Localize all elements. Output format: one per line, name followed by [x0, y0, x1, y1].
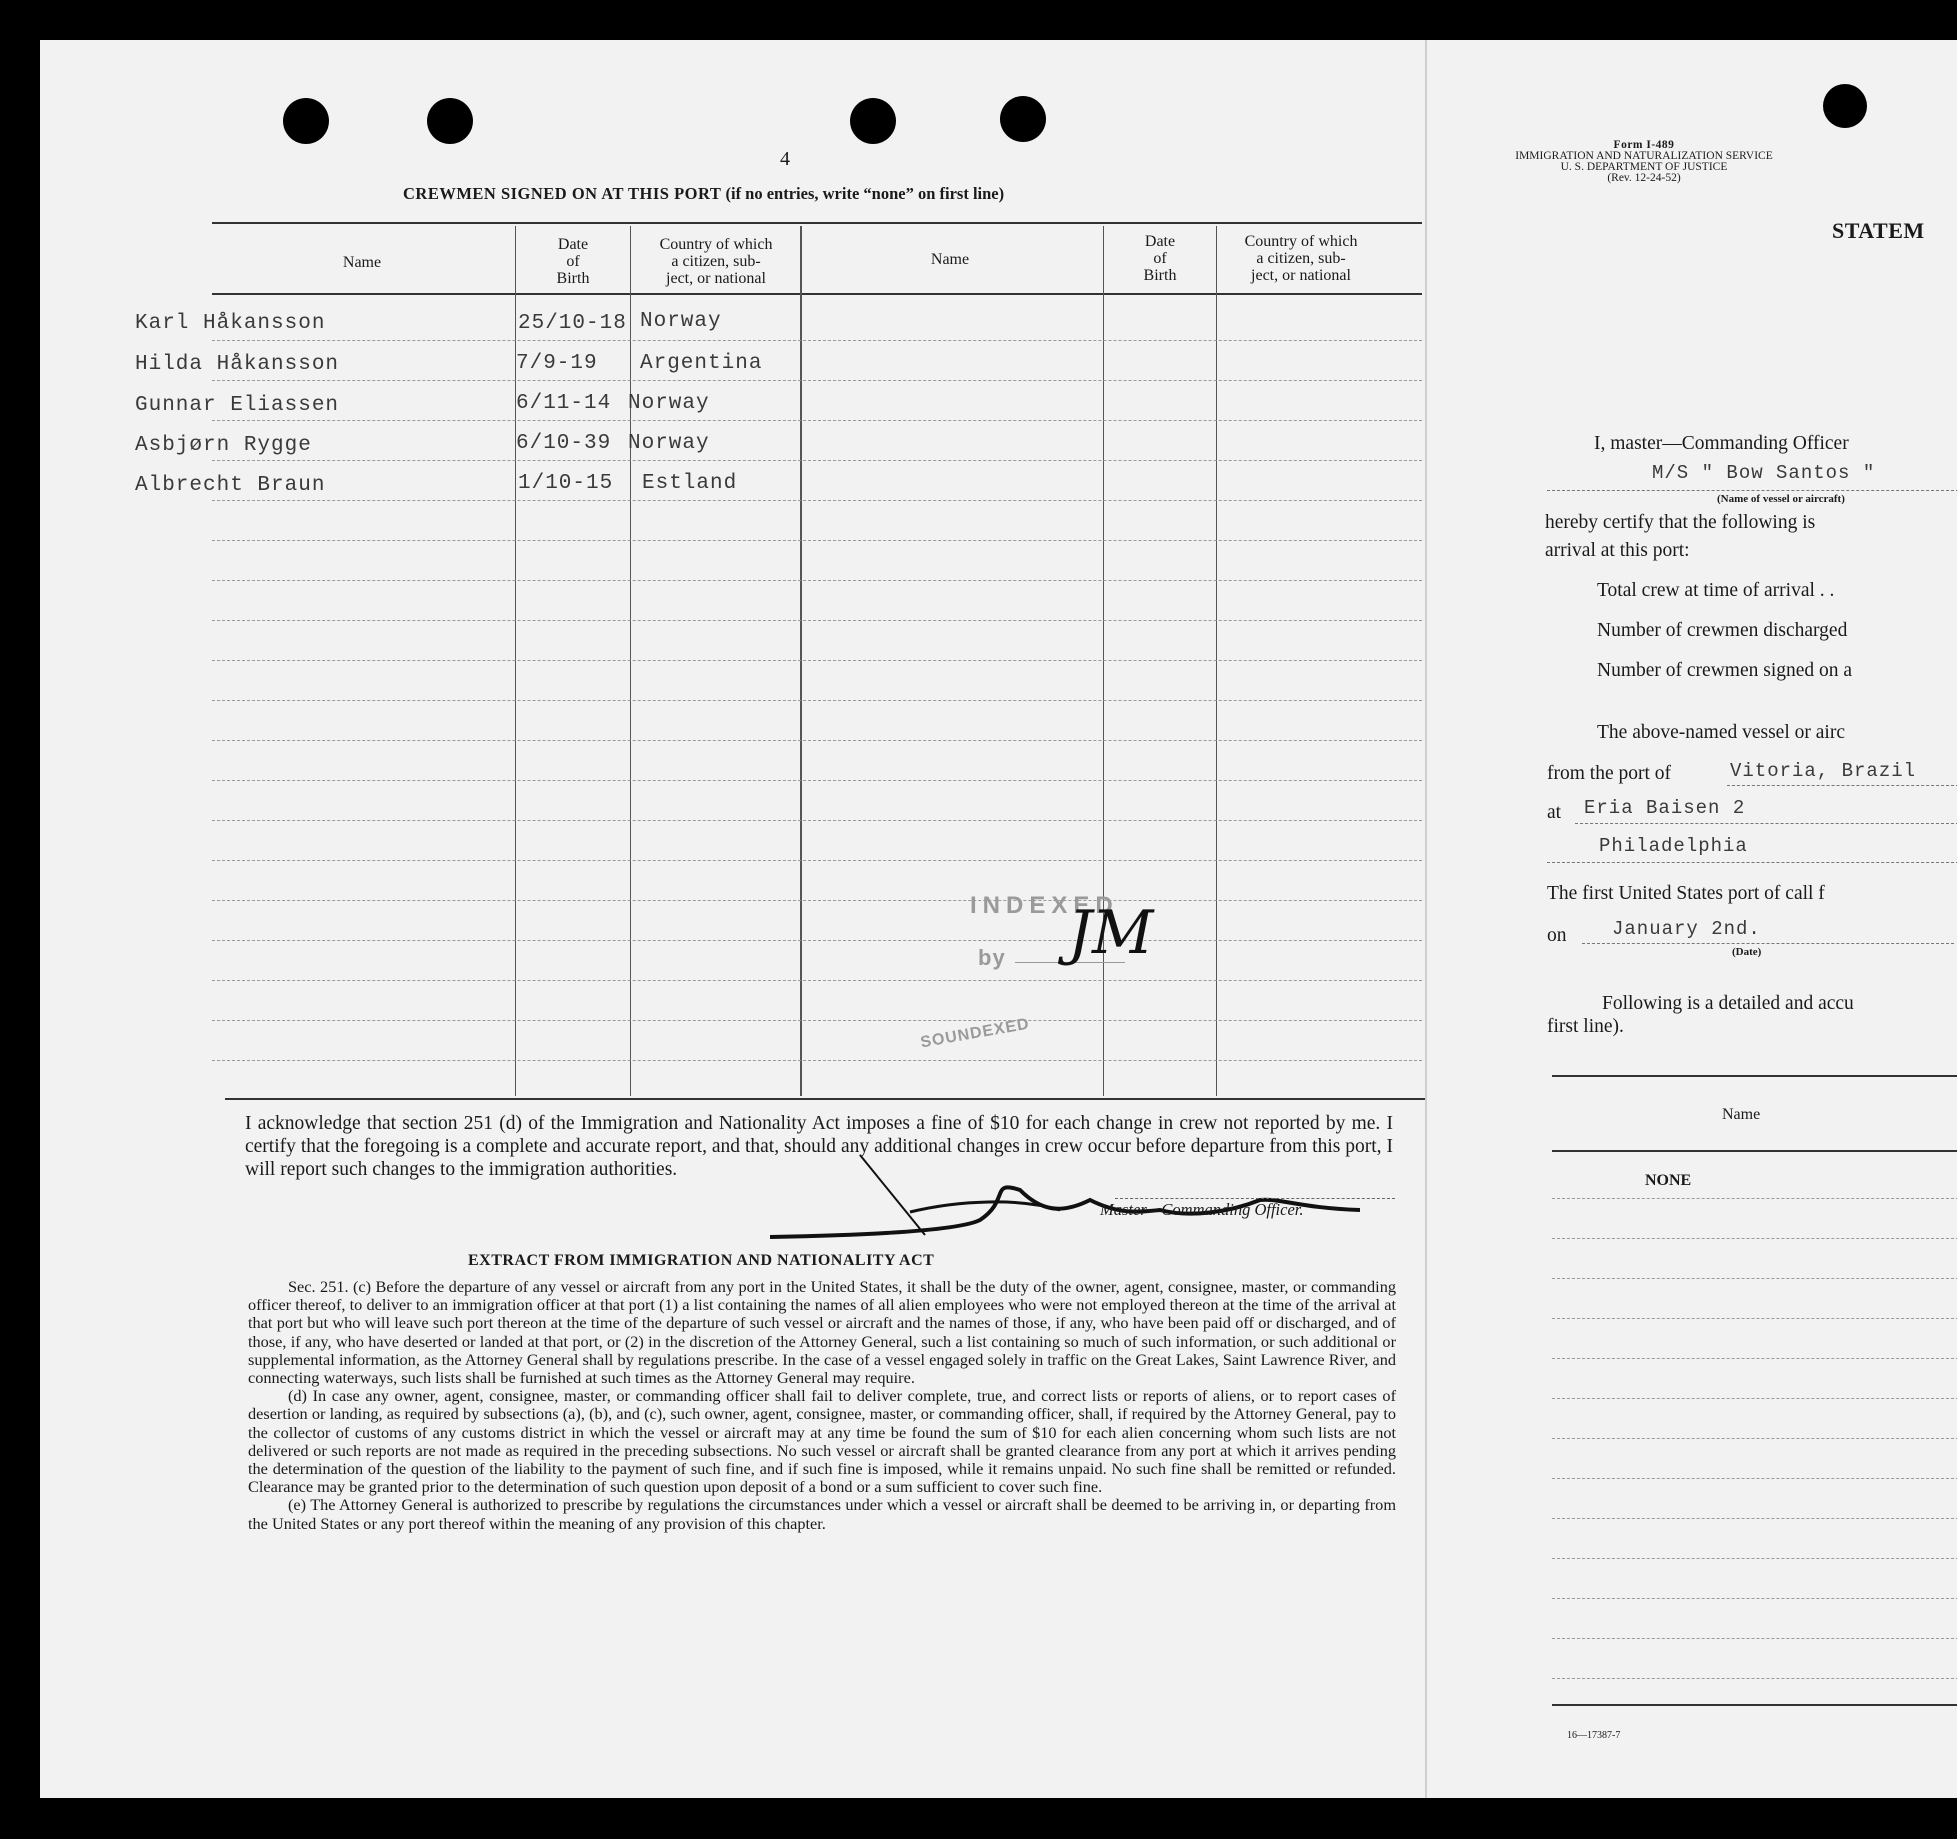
col-header-country-line: Country of which: [1244, 233, 1358, 250]
certify-line: hereby certify that the following is: [1545, 512, 1816, 533]
ruled-line: [1552, 1358, 1957, 1359]
crew-name: Albrecht Braun: [135, 474, 326, 497]
from-port-value: Vitoria, Brazil: [1730, 760, 1917, 782]
column-divider: [630, 226, 631, 1096]
col-header-dob-2: [1106, 233, 1214, 284]
col-header-country-line: Country of which: [659, 236, 773, 253]
signed-on-line: Number of crewmen signed on a: [1597, 660, 1853, 681]
crew-dob: 7/9-19: [516, 352, 598, 375]
ruled-line: [212, 900, 1422, 901]
col-header-dob-line: Date: [557, 236, 589, 253]
ruled-line: [212, 460, 1422, 461]
table-bottom-rule: [225, 1098, 1425, 1100]
ruled-line: [1552, 1558, 1957, 1559]
date-line: [1582, 943, 1954, 944]
crew-dob: 1/10-15: [518, 472, 614, 495]
ruled-line: [212, 660, 1422, 661]
on-label: on: [1547, 925, 1567, 946]
statement-table-top-rule: [1552, 1075, 1957, 1077]
punch-hole: [850, 98, 896, 144]
vessel-caption: (Name of vessel or aircraft): [1717, 493, 1845, 505]
ruled-line: [1552, 1678, 1957, 1679]
ruled-line: [212, 340, 1422, 341]
ruled-line: [1552, 1598, 1957, 1599]
handwritten-initials: JM: [1068, 898, 1154, 968]
statement-title: STATEM: [1832, 218, 1925, 243]
at-value: Eria Baisen 2: [1584, 797, 1746, 819]
statement-page: [1425, 40, 1957, 1798]
ruled-line: [1552, 1318, 1957, 1319]
section-heading: [403, 184, 1004, 204]
vessel-name: M/S " Bow Santos ": [1652, 462, 1876, 484]
ruled-line: [1552, 1398, 1957, 1399]
crew-name: Gunnar Eliassen: [135, 394, 340, 417]
form-number: Form I-489: [1613, 139, 1675, 151]
soundexed-stamp: SOUNDEXED: [919, 1015, 1031, 1052]
col-header-name-2: Name: [930, 251, 970, 268]
crew-dob: 25/10-18: [518, 312, 627, 335]
crew-dob: 6/10-39: [516, 432, 612, 455]
vessel-line: [1547, 490, 1957, 491]
from-port-label: from the port of: [1547, 763, 1672, 784]
col-header-dob: [518, 236, 628, 287]
punch-hole: [1000, 96, 1046, 142]
at-label: at: [1547, 802, 1562, 823]
ruled-line: [212, 540, 1422, 541]
ruled-line: [1552, 1638, 1957, 1639]
print-code: 16—17387-7: [1567, 1730, 1621, 1741]
ruled-line: [212, 620, 1422, 621]
col-header-dob-line: of: [1153, 250, 1167, 267]
above-named-line: The above-named vessel or airc: [1597, 722, 1845, 743]
ruled-line: [1552, 1438, 1957, 1439]
extract-paragraph-d: (d) In case any owner, agent, consignee, master, or commanding officer shall fail to deliver complete, true, and correct lists or reports of aliens, or to report cases of desertion or landing, as required by subsections (a), (b), and (c), such owner, agent, consignee, master, or commanding officer, shall, if required by the Attorney General, pay to the collector of customs of any customs district in which the vessel or aircraft may at any time be found the sum of $10 for each alien concerning whom such lists are not delivered or such reports are not made as required in the preceding subsections. No such vessel or aircraft shall be granted clearance from any port at which it arrives pending the determination of the question of the liability to the payment of such fine, and if such fine is imposed, while it remains unpaid. No such fine shall be remitted or refunded. Clearance may be granted prior to the determination of such question upon deposit of a bond or a sum sufficient to cover such fine.: [248, 1386, 1396, 1497]
extract-paragraph-c: Sec. 251. (c) Before the departure of any vessel or aircraft from any port in the United States, it shall be the duty of the owner, agent, consignee, master, or commanding officer thereof, to deliver to an immigration officer at that port (1) a list containing the names of all alien employees who were not employed thereon at the time of the arrival at that port but who will leave such port thereon at the time of the departure of such vessel or aircraft and the names of those, if any, who have been paid off or discharged, and of those, if any, who have deserted or landed at that port, or (2) in the discretion of the Attorney General, such a list containing so much of such information, or such additional or supplemental information, as the Attorney General shall by regulations prescribe. In the case of a vessel engaged solely in traffic on the Great Lakes, Saint Lawrence River, and connecting waterways, such lists shall be furnished at such times as the Attorney General may require.: [248, 1277, 1396, 1388]
form-revision: (Rev. 12-24-52): [1607, 172, 1681, 184]
col-header-country-line: a citizen, sub-: [1256, 250, 1346, 267]
ruled-line: [212, 740, 1422, 741]
crew-name: Hilda Håkansson: [135, 353, 340, 376]
signature-caption: Master—Commanding Officer.: [1100, 1200, 1304, 1219]
ruled-line: [212, 780, 1422, 781]
ruled-line: [212, 1060, 1422, 1061]
discharged-line: Number of crewmen discharged: [1597, 620, 1848, 641]
section-note: (if no entries, write “none” on first line): [725, 184, 1005, 203]
column-divider: [1216, 226, 1217, 1096]
at-line-2: [1547, 862, 1957, 863]
crew-name: Karl Håkansson: [135, 312, 326, 335]
date-caption: (Date): [1732, 946, 1762, 958]
none-entry: NONE: [1645, 1172, 1692, 1189]
crew-name: Asbjørn Rygge: [135, 434, 312, 457]
ruled-line: [212, 980, 1422, 981]
crew-country: Norway: [628, 432, 710, 455]
first-line-note: first line).: [1547, 1016, 1624, 1037]
crew-country: Norway: [628, 392, 710, 415]
signature-line: [1115, 1198, 1395, 1199]
crew-country: Norway: [640, 310, 722, 333]
arrival-line: arrival at this port:: [1545, 540, 1690, 561]
crew-country: Estland: [642, 472, 738, 495]
ruled-line: [1552, 1198, 1957, 1199]
col-header-name: Name: [342, 254, 382, 271]
crew-list-page-4: [40, 40, 1425, 1798]
section-title: CREWMEN SIGNED ON AT THIS PORT: [403, 184, 722, 203]
extract-title: EXTRACT FROM IMMIGRATION AND NATIONALITY ACT: [468, 1252, 935, 1269]
extract-paragraph-e: (e) The Attorney General is authorized to prescribe by regulations the circumstances under which a vessel or aircraft shall be deemed to be arriving in, or departing from the United States or any port thereof within the meaning of any provision of this chapter.: [248, 1495, 1396, 1533]
form-header: [1439, 140, 1849, 184]
first-port-line: The first United States port of call f: [1547, 883, 1825, 904]
table-top-rule: [212, 222, 1422, 224]
extract-body: [248, 1278, 1396, 1533]
col-header-country-line: a citizen, sub-: [671, 253, 761, 270]
col-header-dob-line: Birth: [556, 270, 590, 287]
ruled-line: [212, 1020, 1422, 1021]
ruled-line: [1552, 1238, 1957, 1239]
department-name: U. S. DEPARTMENT OF JUSTICE: [1560, 161, 1728, 173]
total-crew-line: Total crew at time of arrival . .: [1597, 580, 1835, 601]
ruled-line: [212, 940, 1422, 941]
ruled-line: [212, 700, 1422, 701]
col-header-country-line: ject, or national: [1251, 267, 1351, 284]
indexed-stamp-by: by: [978, 945, 1006, 970]
punch-hole: [427, 98, 473, 144]
col-header-dob-line: Date: [1144, 233, 1176, 250]
statement-col-name: Name: [1722, 1106, 1761, 1123]
punch-hole: [283, 98, 329, 144]
col-header-country: [634, 236, 798, 287]
crew-country: Argentina: [640, 352, 763, 375]
column-divider: [800, 226, 802, 1096]
agency-name: IMMIGRATION AND NATURALIZATION SERVICE: [1515, 150, 1773, 162]
date-value: January 2nd.: [1612, 918, 1761, 940]
col-header-dob-line: Birth: [1143, 267, 1177, 284]
page-number: 4: [780, 148, 790, 170]
acknowledgement-text: I acknowledge that section 251 (d) of the Immigration and Nationality Act imposes a fine of $10 for each change in crew not reported by me. I certify that the foregoing is a complete and accurate report, and that, should any additional changes in crew occur before departure from this port, I will report such changes to the immigration authorities.: [245, 1113, 1393, 1180]
col-header-country-line: ject, or national: [666, 270, 766, 287]
ruled-line: [212, 380, 1422, 381]
ruled-line: [212, 580, 1422, 581]
from-port-line: [1727, 785, 1957, 786]
indexed-stamp: INDEXED: [970, 892, 1119, 919]
ruled-line: [212, 500, 1422, 501]
following-line: Following is a detailed and accu: [1602, 993, 1854, 1014]
statement-table-bottom-rule: [1552, 1704, 1957, 1706]
punch-hole: [1823, 84, 1867, 128]
ruled-line: [1552, 1478, 1957, 1479]
ruled-line: [212, 820, 1422, 821]
col-header-country-2: [1218, 233, 1384, 284]
col-header-dob-line: of: [566, 253, 580, 270]
at-line: [1575, 823, 1957, 824]
ruled-line: [212, 860, 1422, 861]
ruled-line: [1552, 1518, 1957, 1519]
master-line: I, master—Commanding Officer: [1594, 433, 1849, 454]
crew-dob: 6/11-14: [516, 392, 612, 415]
ruled-line: [1552, 1278, 1957, 1279]
ruled-line: [212, 420, 1422, 421]
at-value-2: Philadelphia: [1599, 835, 1748, 857]
table-header-rule: [212, 293, 1422, 295]
statement-table-header-rule: [1552, 1150, 1957, 1152]
